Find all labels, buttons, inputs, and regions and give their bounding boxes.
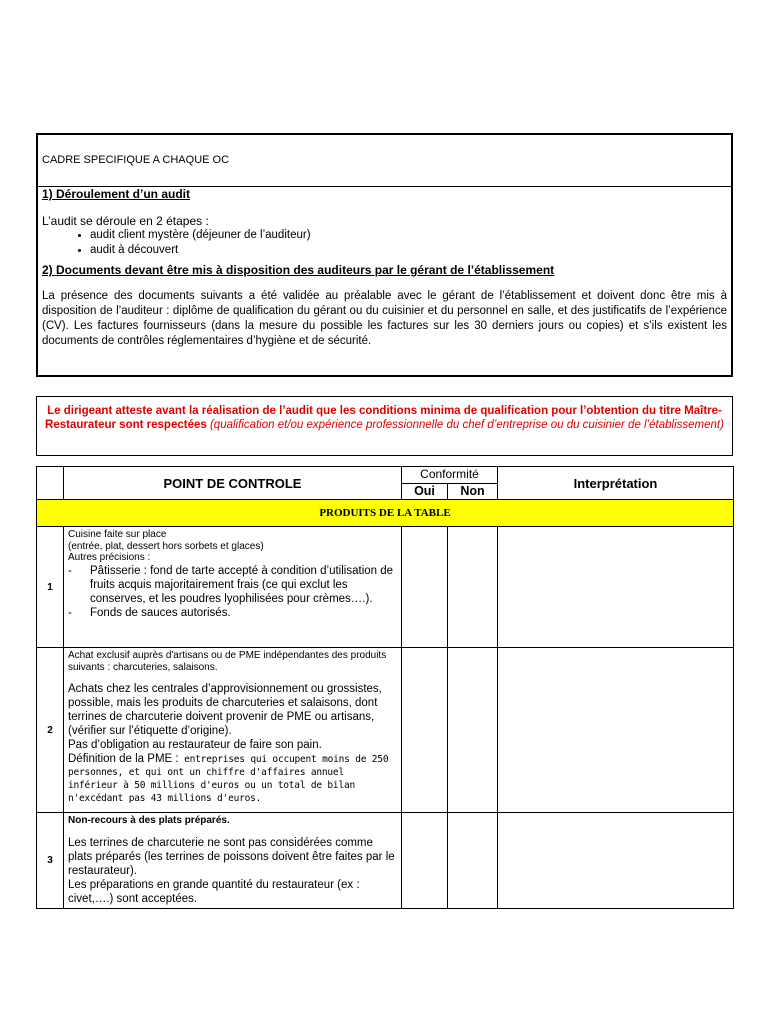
audit-step-item: • audit à découvert bbox=[90, 243, 727, 258]
section-produits-de-la-table: PRODUITS DE LA TABLE bbox=[37, 500, 734, 527]
header-point-de-controle: POINT DE CONTROLE bbox=[64, 467, 402, 500]
cadre-box bbox=[36, 133, 733, 377]
row-text-line: Cuisine faite sur place bbox=[68, 529, 167, 540]
row-paragraph: Achats chez les centrales d’approvisionnement ou grossistes, possible, mais les produits de charcuteries et salaisons, dont terrines de charcuterie doivent provenir de PME ou artisans, (vérifier sur l’étiquette d’origine). bbox=[68, 683, 382, 737]
dash-item-text: Fonds de sauces autorisés. bbox=[90, 606, 231, 619]
attestation-box bbox=[36, 396, 733, 456]
control-point-cell bbox=[64, 813, 402, 909]
dash-item-text: Pâtisserie : fond de tarte accepté à condition d’utilisation de fruits acquis majoritairement frais (ce qui exclut les conserves, et les poudres lyophilisées pour crèmes….). bbox=[90, 564, 394, 605]
oui-checkbox-cell[interactable] bbox=[402, 813, 448, 909]
non-checkbox-cell[interactable] bbox=[448, 813, 498, 909]
header-oui: Oui bbox=[402, 484, 448, 500]
interpretation-cell[interactable] bbox=[498, 527, 734, 648]
interpretation-cell[interactable] bbox=[498, 813, 734, 909]
pme-definition-text: entreprises qui occupent moins de 250 personnes, et qui ont un chiffre d'affaires annuel inférieur à 50 millions d'euros ou un total de bilan n'excédant pas 43 millions d'euros. bbox=[68, 754, 389, 804]
row-number: 2 bbox=[37, 648, 64, 813]
header-num-cell bbox=[37, 467, 64, 500]
header-conformite: Conformité bbox=[402, 467, 498, 484]
documents-paragraph: La présence des documents suivants a été validée au préalable avec le gérant de l’établissement et doivent donc être mis à disposition de l’auditeur : diplôme de qualification du gérant ou du cuisinier et du personnel en salle, et des justificatifs de l’expérience (CV). Les factures fournisseurs (dans la mesure du possible les factures sur les 30 derniers jours ou copies) et s’ils existent les documents de contrôles réglementaires d’hygiène et de sécurité. bbox=[42, 290, 727, 347]
control-table bbox=[36, 466, 734, 909]
control-point-cell bbox=[64, 648, 402, 813]
dash-item: - Fonds de sauces autorisés. bbox=[68, 606, 231, 619]
row-title: Non-recours à des plats préparés. bbox=[68, 815, 230, 826]
section2-title: 2) Documents devant être mis à disposition des auditeurs par le gérant de l’établissement bbox=[42, 263, 555, 277]
row-text-line: Achat exclusif auprès d'artisans ou de PME indépendantes des produits suivants : charcuteries, salaisons. bbox=[68, 650, 387, 673]
non-checkbox-cell[interactable] bbox=[448, 648, 498, 813]
audit-steps-list bbox=[42, 228, 727, 258]
header-interpretation: Interprétation bbox=[498, 467, 734, 500]
row-number: 3 bbox=[37, 813, 64, 909]
audit-intro: L’audit se déroule en 2 étapes : bbox=[42, 214, 209, 228]
attestation-bold-text: Le dirigeant atteste avant la réalisation de l’audit que les conditions minima de qualification pour l’obtention du titre Maître-Restaurateur sont respectées bbox=[45, 405, 722, 431]
cadre-body bbox=[38, 187, 731, 349]
attestation-italic-text: (qualification et/ou expérience professionnelle du chef d’entreprise ou du cuisinier de l’établissement) bbox=[209, 419, 724, 431]
interpretation-cell[interactable] bbox=[498, 648, 734, 813]
row-text-line: (entrée, plat, dessert hors sorbets et glaces) bbox=[68, 540, 264, 552]
row-text-line: Autres précisions : bbox=[68, 552, 151, 563]
row-text-line: Les préparations en grande quantité du restaurateur (ex : civet,….) sont acceptées. bbox=[68, 878, 360, 905]
audit-step-item: • audit client mystère (déjeuner de l’auditeur) bbox=[90, 228, 727, 243]
control-point-cell bbox=[64, 527, 402, 648]
dash-item: - Pâtisserie : fond de tarte accepté à condition d’utilisation de fruits acquis majoritairement frais (ce qui exclut les conserves, et les poudres lyophilisées pour crèmes….). bbox=[68, 564, 397, 606]
cadre-title: CADRE SPECIFIQUE A CHAQUE OC bbox=[38, 135, 731, 187]
non-checkbox-cell[interactable] bbox=[448, 527, 498, 648]
row-number: 1 bbox=[37, 527, 64, 648]
row-text-line: Pas d’obligation au restaurateur de faire son pain. bbox=[68, 739, 322, 751]
row-paragraph: Les terrines de charcuterie ne sont pas considérées comme plats préparés (les terrines de poissons doivent être faites par le restaurateur). bbox=[68, 836, 395, 877]
oui-checkbox-cell[interactable] bbox=[402, 527, 448, 648]
oui-checkbox-cell[interactable] bbox=[402, 648, 448, 813]
header-non: Non bbox=[448, 484, 498, 500]
section1-title: 1) Déroulement d’un audit bbox=[42, 187, 191, 201]
pme-definition-label: Définition de la PME : bbox=[68, 753, 179, 765]
